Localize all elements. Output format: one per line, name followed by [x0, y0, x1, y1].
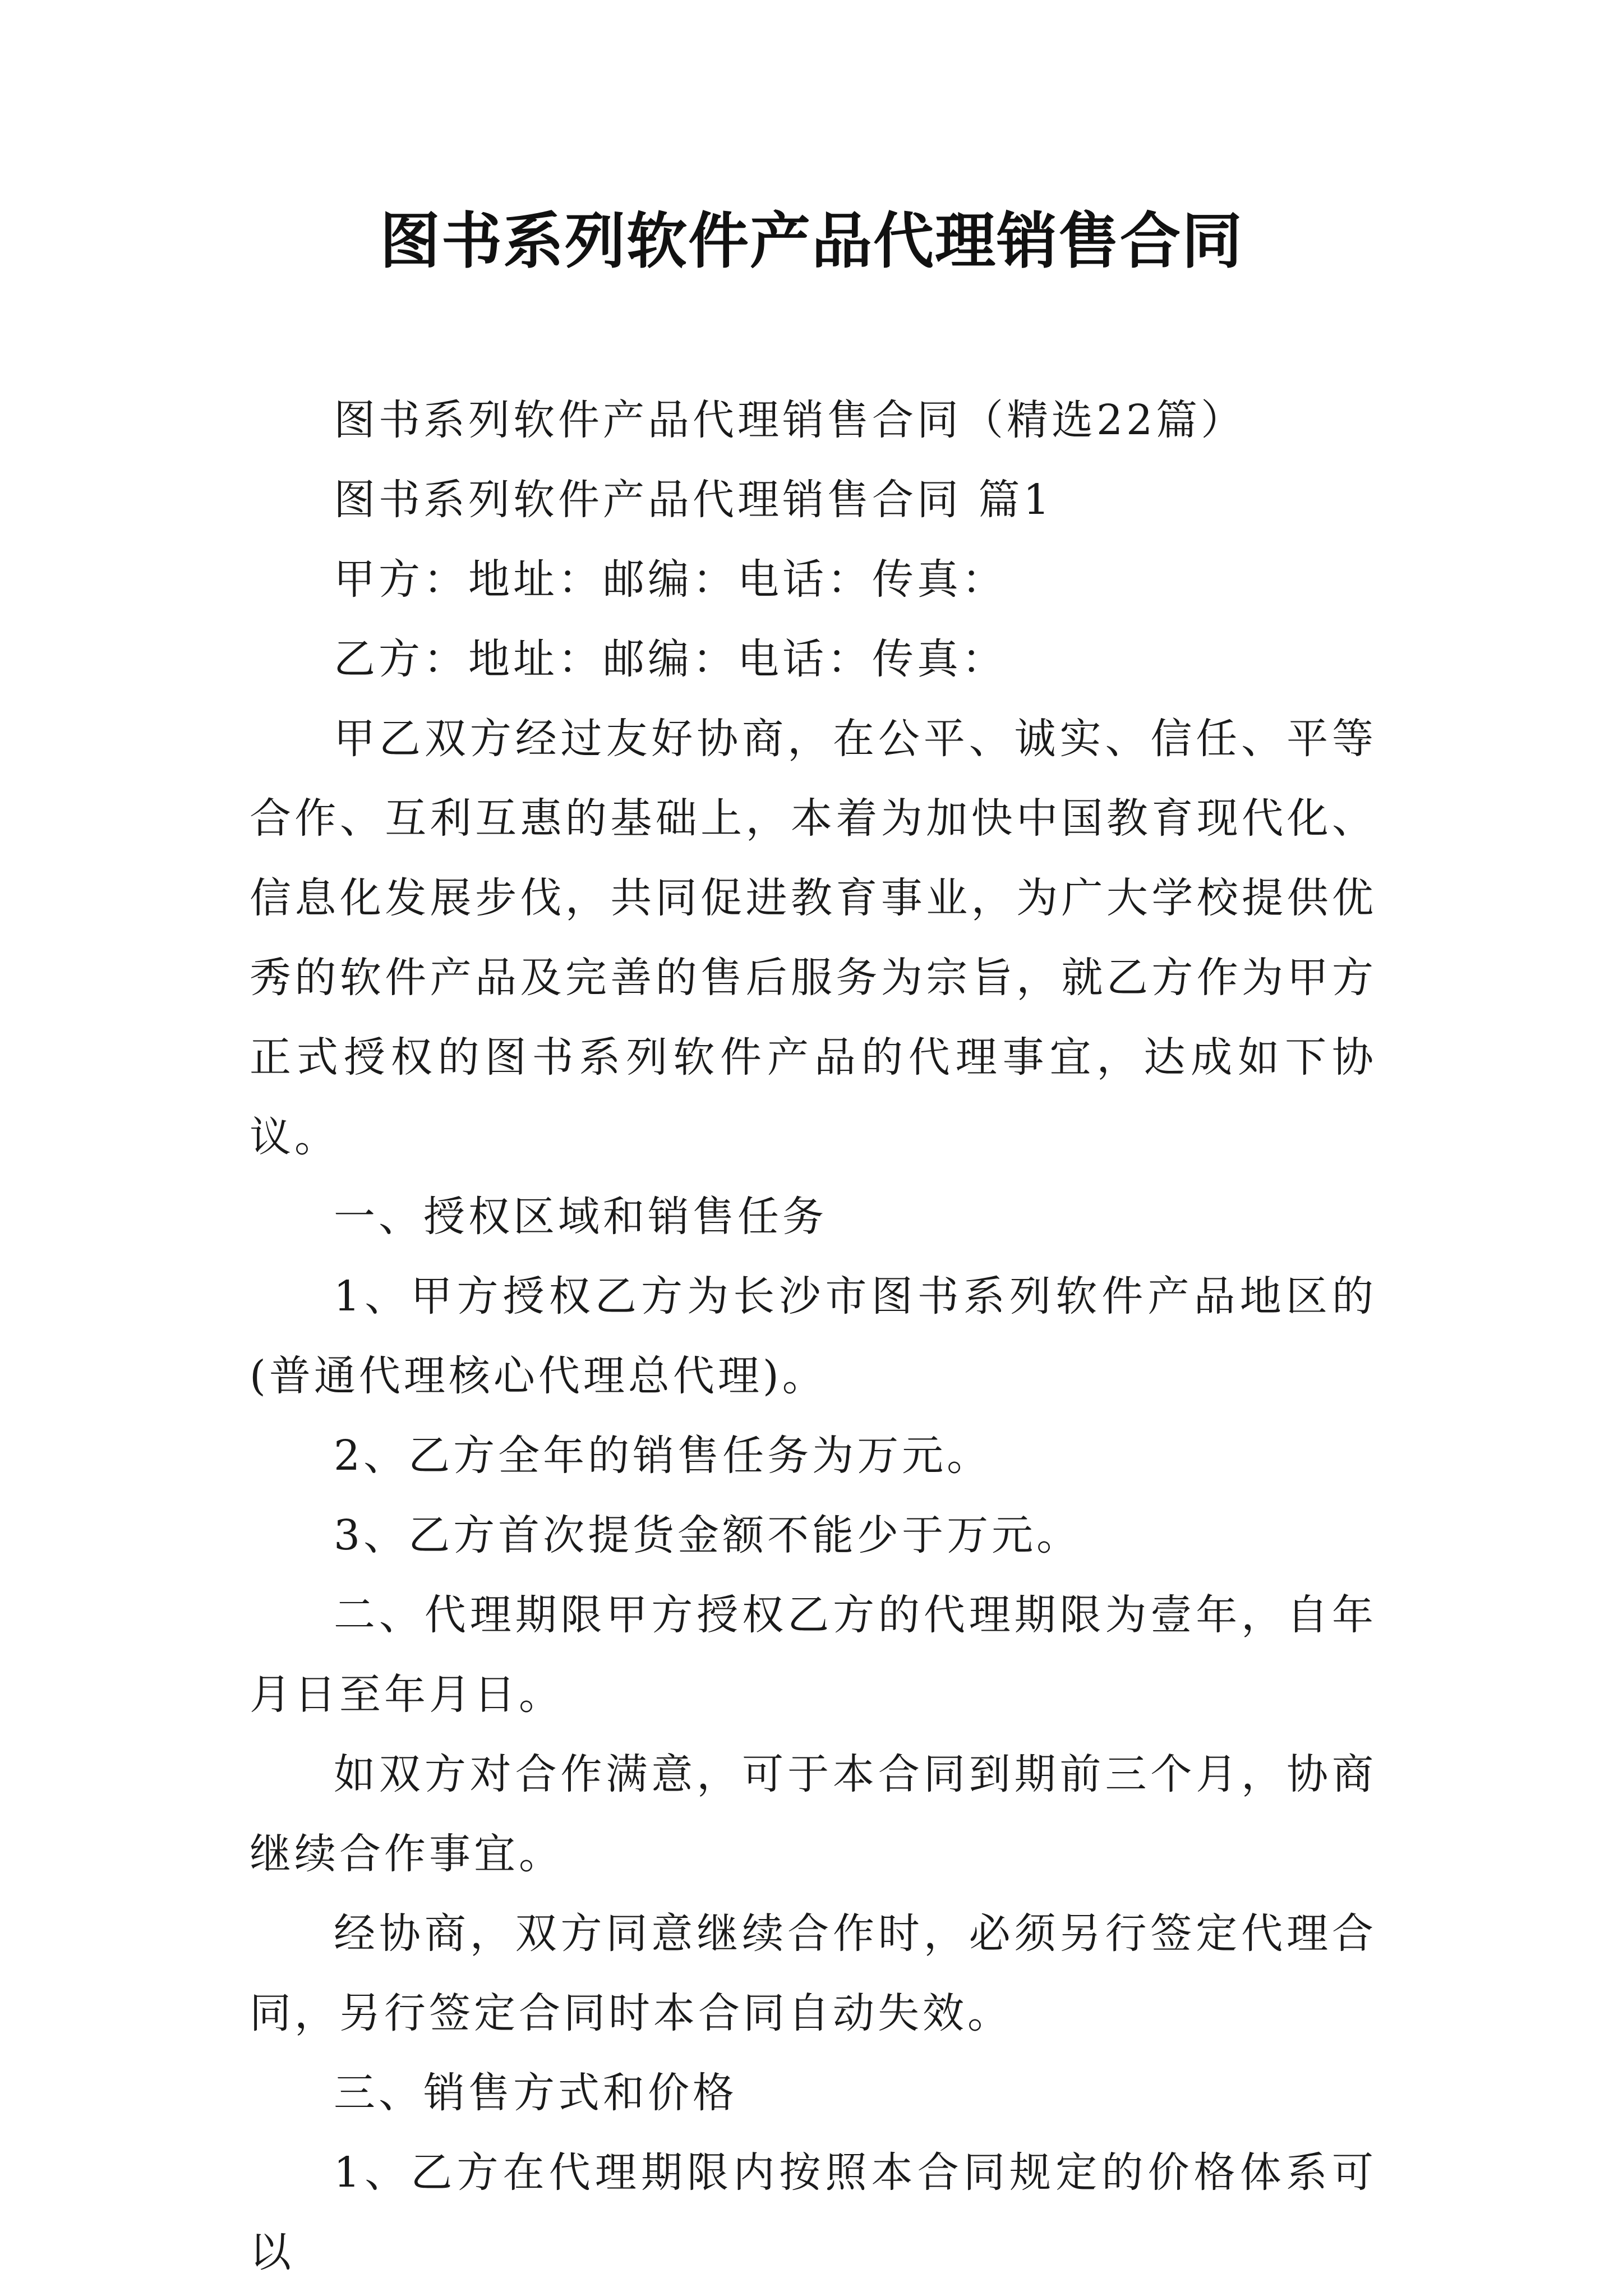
document-body: [250, 380, 1377, 2292]
paragraph-renewal: 如双方对合作满意，可于本合同到期前三个月，协商继续合作事宜。: [250, 1750, 1377, 1878]
paragraph-clause-heading-1: 一、授权区域和销售任务: [334, 1193, 827, 1241]
paragraph-clause-1-3: 3、乙方首次提货金额不能少于万元。: [334, 1511, 1082, 1559]
paragraph-party-a: 甲方：地址：邮编：电话：传真：: [334, 555, 1007, 604]
document-title: 图书系列软件产品代理销售合同: [379, 206, 1243, 277]
paragraph-clause-2: 二、代理期限甲方授权乙方的代理期限为壹年，自年月日至年月日。: [250, 1591, 1377, 1719]
paragraph-clause-1-1: 1、甲方授权乙方为长沙市图书系列软件产品地区的(普通代理核心代理总代理)。: [250, 1272, 1377, 1400]
paragraph-section-heading: 图书系列软件产品代理销售合同 篇1: [334, 476, 1053, 524]
paragraph-subtitle: 图书系列软件产品代理销售合同（精选22篇）: [334, 396, 1246, 444]
paragraph-clause-3-1: 1、乙方在代理期限内按照本合同规定的价格体系可以: [250, 2148, 1377, 2276]
paragraph-new-contract: 经协商，双方同意继续合作时，必须另行签定代理合同，另行签定合同时本合同自动失效。: [250, 1910, 1377, 2037]
paragraph-clause-heading-3: 三、销售方式和价格: [334, 2069, 737, 2117]
paragraph-preamble: 甲乙双方经过友好协商，在公平、诚实、信任、平等合作、互利互惠的基础上，本着为加快中国教育现代化、信息化发展步伐，共同促进教育事业，为广大学校提供优秀的软件产品及完善的售后服务为宗旨，就乙方作为甲方正式授权的图书系列软件产品的代理事宜，达成如下协议。: [250, 715, 1377, 1161]
paragraph-clause-1-2: 2、乙方全年的销售任务为万元。: [334, 1432, 992, 1480]
paragraph-party-b: 乙方：地址：邮编：电话：传真：: [334, 635, 1007, 683]
